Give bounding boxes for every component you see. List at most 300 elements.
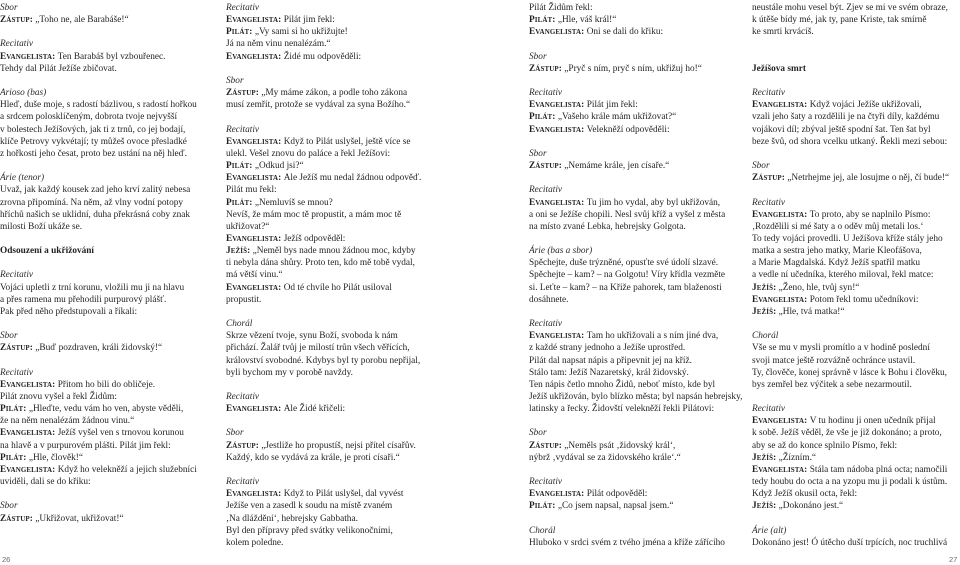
line-text: Ten Barabáš byl vzbouřenec. bbox=[57, 51, 166, 62]
line-text: „Neměls psát ‚židovský král‘, bbox=[564, 440, 676, 451]
line-text: Pilát dal napsat nápis a připevnit jej na kříž. bbox=[529, 355, 692, 366]
movement-label: Recitativ bbox=[529, 477, 563, 488]
speaker-name: Evangelista: bbox=[226, 233, 282, 244]
line-text: z každé strany jednoho a Ježíše uprostřed. bbox=[529, 343, 686, 354]
text-line bbox=[226, 294, 486, 306]
line-text: Pilát odpověděl: bbox=[586, 489, 648, 500]
line-text: V tu hodinu ji onen učedník přijal bbox=[809, 416, 936, 427]
line-text: ti nebyla dána shůry. Proto ten, kdo mě tobě vydal, bbox=[226, 258, 415, 269]
text-line bbox=[226, 525, 486, 537]
text-line bbox=[529, 221, 747, 233]
line-text: ke smrti krvácíš. bbox=[752, 27, 814, 38]
text-line bbox=[752, 464, 958, 476]
speaker-name: Zástup: bbox=[752, 173, 785, 184]
line-text: na hlavě a v purpurovém plášti. Pilát jim řekl: bbox=[0, 440, 171, 451]
text-line bbox=[0, 452, 212, 464]
line-text: hříchů našich se uklidní, duha překrásná coby znak bbox=[0, 209, 191, 220]
text-line bbox=[0, 51, 212, 63]
line-text: si. Leťte – kam? – na Kříže pahorek, tam blaženosti bbox=[529, 282, 722, 293]
speaker-name: Ježíš: bbox=[226, 246, 251, 257]
line-text: svoji matce ještě rozvážně ochránce ustavil. bbox=[752, 355, 916, 366]
text-line bbox=[226, 233, 486, 245]
line-text: „Ukřižovat, ukřižovat!“ bbox=[35, 513, 124, 524]
speaker-name: Evangelista: bbox=[226, 15, 282, 26]
speaker-name: Evangelista: bbox=[752, 464, 808, 475]
text-line bbox=[0, 415, 212, 427]
text-line bbox=[529, 197, 747, 209]
line-text: To tedy vojáci provedli. U Ježíšova kříže stály jeho bbox=[752, 233, 943, 244]
text-line bbox=[226, 269, 486, 281]
line-text: „Ženo, hle, tvůj syn!“ bbox=[778, 282, 860, 293]
text-line bbox=[226, 99, 486, 111]
text-line bbox=[752, 306, 958, 318]
speaker-name: Evangelista: bbox=[529, 489, 585, 500]
speaker-name: Evangelista: bbox=[529, 124, 585, 135]
text-line bbox=[226, 136, 486, 148]
movement-label: Recitativ bbox=[226, 124, 260, 135]
speaker-name: Zástup: bbox=[0, 513, 33, 524]
text-line bbox=[226, 221, 486, 233]
line-text: Pilát jim řekl: bbox=[283, 15, 335, 26]
line-text: „Toho ne, ale Barabáše!“ bbox=[35, 15, 129, 26]
text-line bbox=[752, 488, 958, 500]
line-text: beze švů, od shora vcelku utkaný. Řekli mezi sebou: bbox=[752, 136, 948, 147]
line-text: k sobě. Ježíš věděl, že vše je již dokonáno; a proto, bbox=[752, 428, 942, 439]
text-line bbox=[226, 160, 486, 172]
text-line bbox=[226, 257, 486, 269]
line-text: Když ho velekněží a jejich služebníci bbox=[57, 464, 197, 475]
speaker-name: Pilát: bbox=[226, 197, 253, 208]
text-line bbox=[226, 26, 486, 38]
line-text: Vše se mu v mysli promítlo a v hodině poslední bbox=[752, 343, 930, 354]
line-text: přichází. Žalář tvůj je milostí trůn všech věřících, bbox=[226, 343, 410, 354]
text-line bbox=[0, 391, 212, 403]
movement-block bbox=[752, 87, 958, 148]
text-line bbox=[0, 403, 212, 415]
movement-block bbox=[752, 197, 958, 319]
line-text: Velekněží odpověděli: bbox=[586, 124, 670, 135]
text-line bbox=[529, 500, 747, 512]
line-text: ukřižovat?“ bbox=[226, 221, 270, 232]
line-text: „Hle, váš král!“ bbox=[557, 15, 617, 26]
text-line bbox=[752, 233, 958, 245]
line-text: Židé mu odpověděli: bbox=[283, 51, 362, 62]
text-line bbox=[529, 342, 747, 354]
text-line bbox=[752, 367, 958, 379]
line-text: Ježíš vyšel ven s trnovou korunou bbox=[57, 428, 184, 439]
line-text: zrovna připomíná. Na něm, až vlny vodní potopy bbox=[0, 197, 184, 208]
line-text: bys zemřel bez výčitek a sebe nezarmoutil. bbox=[752, 379, 912, 390]
text-line bbox=[0, 136, 212, 148]
speaker-name: Ježíš: bbox=[752, 282, 777, 293]
movement-label: Chorál bbox=[529, 525, 556, 536]
speaker-name: Evangelista: bbox=[752, 416, 808, 427]
text-line bbox=[529, 2, 747, 14]
speaker-name: Zástup: bbox=[529, 63, 562, 74]
line-text: Dokonáno jest! Ó útěcho duší trpících, noc truchlivá bbox=[752, 537, 948, 548]
movement-label: Recitativ bbox=[226, 392, 260, 402]
section-heading: Odsouzení a ukřižování bbox=[0, 246, 95, 257]
movement-block bbox=[0, 330, 212, 354]
line-text: musí zemřít, protože se vydával za syna Božího.“ bbox=[226, 100, 411, 111]
movement-block bbox=[529, 318, 747, 415]
movement-block bbox=[226, 476, 486, 549]
speaker-name: Evangelista: bbox=[0, 464, 56, 475]
speaker-name: Zástup: bbox=[0, 15, 33, 26]
line-text: „Dokonáno jest.“ bbox=[778, 501, 844, 512]
text-line bbox=[529, 403, 747, 415]
line-text: „Neměl bys nade mnou žádnou moc, kdyby bbox=[252, 246, 416, 257]
line-text: Nevíš, že mám moc tě propustit, a mám moc tě bbox=[226, 209, 402, 220]
text-line bbox=[226, 488, 486, 500]
section-heading-block bbox=[0, 245, 212, 257]
line-text: „Vy sami si ho ukřižujte! bbox=[254, 27, 348, 38]
text-line bbox=[752, 500, 958, 512]
text-line bbox=[0, 282, 212, 294]
text-column-4 bbox=[752, 2, 958, 549]
movement-label: Árie (bas a sbor) bbox=[529, 246, 593, 257]
text-line bbox=[752, 355, 958, 367]
text-line bbox=[226, 403, 486, 415]
movement-label: Recitativ bbox=[752, 404, 786, 415]
speaker-name: Pilát: bbox=[0, 452, 27, 463]
text-line bbox=[752, 14, 958, 26]
line-text: vojákovi díl; zbýval ještě spodní šat. Ten šat byl bbox=[752, 124, 931, 135]
line-text: Od té chvíle ho Pilát usiloval bbox=[283, 282, 392, 293]
speaker-name: Evangelista: bbox=[529, 331, 585, 342]
movement-label: Recitativ bbox=[529, 88, 563, 99]
text-line bbox=[752, 415, 958, 427]
speaker-name: Evangelista: bbox=[226, 282, 282, 293]
line-text: „Hle, člověk!“ bbox=[28, 452, 84, 463]
movement-block bbox=[752, 525, 958, 549]
text-line bbox=[529, 257, 747, 269]
line-text: dosáhnete. bbox=[529, 294, 569, 305]
movement-block bbox=[529, 184, 747, 233]
speaker-name: Evangelista: bbox=[226, 489, 282, 500]
movement-block bbox=[0, 38, 212, 74]
movement-block bbox=[529, 476, 747, 512]
line-text: v bolestech Ježíšových, jak ti z trnů, co jej bodají, bbox=[0, 124, 186, 135]
text-line bbox=[752, 124, 958, 136]
text-line bbox=[0, 124, 212, 136]
page-number-right: 27 bbox=[949, 555, 958, 564]
movement-block bbox=[226, 391, 486, 415]
movement-label: Recitativ bbox=[0, 270, 34, 281]
speaker-name: Evangelista: bbox=[0, 379, 56, 390]
text-line bbox=[226, 355, 486, 367]
movement-block bbox=[0, 2, 212, 26]
text-line bbox=[0, 294, 212, 306]
line-text: kolem poledne. bbox=[226, 537, 284, 548]
line-text: milosti Boží ukáže se. bbox=[0, 221, 83, 232]
line-text: Oni se dali do křiku: bbox=[586, 27, 664, 38]
text-line bbox=[529, 488, 747, 500]
speaker-name: Zástup: bbox=[226, 88, 259, 99]
line-text: klíče Petrovy vykvétají; ty můžeš ovoce přesladké bbox=[0, 136, 187, 147]
text-line bbox=[226, 330, 486, 342]
line-text: ‚Rozdělili si mé šaty a o oděv můj metali los.‘ bbox=[752, 221, 924, 232]
speaker-name: Pilát: bbox=[529, 501, 556, 512]
line-text: „Hle, tvá matka!“ bbox=[778, 306, 845, 317]
speaker-name: Evangelista: bbox=[0, 51, 56, 62]
movement-label: Recitativ bbox=[529, 185, 563, 196]
line-text: Každý, kdo se vydává za krále, je proti císaři.“ bbox=[226, 452, 400, 463]
movement-label: Sbor bbox=[0, 501, 18, 512]
line-text: matka a sestra jeho matky, Marie Kleofášova, bbox=[752, 246, 922, 257]
text-line bbox=[226, 209, 486, 221]
text-column-1 bbox=[0, 2, 212, 525]
line-text: „Co jsem napsal, napsal jsem.“ bbox=[557, 501, 674, 512]
line-text: k útěše bídy mé, jak ty, pane Kriste, tak smírně bbox=[752, 15, 927, 26]
line-text: vzali jeho šaty a rozdělili je na čtyři díly, každému bbox=[752, 112, 940, 123]
movement-label: Sbor bbox=[226, 75, 244, 86]
text-column-2 bbox=[226, 2, 486, 549]
text-line bbox=[0, 209, 212, 221]
movement-label: Sbor bbox=[0, 3, 18, 13]
section-heading-block bbox=[752, 63, 958, 75]
movement-block bbox=[529, 525, 747, 549]
line-text: Pilát Židům řekl: bbox=[529, 3, 593, 13]
text-line bbox=[0, 221, 212, 233]
text-line bbox=[752, 99, 958, 111]
movement-label: Chorál bbox=[752, 331, 779, 342]
movement-label: Recitativ bbox=[529, 319, 563, 330]
text-line bbox=[529, 537, 747, 549]
text-line bbox=[529, 294, 747, 306]
movement-block bbox=[529, 2, 747, 38]
line-text: Když Ježíš okusil octa, řekl: bbox=[752, 489, 858, 500]
line-text: propustit. bbox=[226, 294, 262, 305]
line-text: Tehdy dal Pilát Ježíše zbičovat. bbox=[0, 63, 117, 74]
movement-block bbox=[226, 427, 486, 463]
line-text: „Netrhejme jej, ale losujme o něj, čí bude!“ bbox=[787, 173, 950, 184]
line-text: „Pryč s ním, pryč s ním, ukřižuj ho!“ bbox=[564, 63, 702, 74]
text-line bbox=[752, 2, 958, 14]
text-line bbox=[226, 282, 486, 294]
movement-block bbox=[752, 330, 958, 391]
movement-label: Recitativ bbox=[226, 3, 260, 13]
speaker-name: Evangelista: bbox=[529, 100, 585, 111]
movement-block bbox=[529, 51, 747, 75]
line-text: „Jestliže ho propustíš, nejsi přítel císařův. bbox=[261, 440, 416, 451]
movement-block bbox=[752, 403, 958, 512]
movement-block bbox=[0, 500, 212, 524]
movement-block bbox=[752, 160, 958, 184]
speaker-name: Evangelista: bbox=[226, 173, 282, 184]
movement-label: Recitativ bbox=[0, 39, 34, 50]
movement-label: Recitativ bbox=[752, 197, 786, 208]
line-text: „Žízním.“ bbox=[778, 452, 817, 463]
speaker-name: Evangelista: bbox=[226, 404, 282, 415]
section-heading: Ježíšova smrt bbox=[752, 63, 806, 74]
line-text: Já na něm vinu nenalézám.“ bbox=[226, 39, 331, 50]
movement-label: Sbor bbox=[529, 148, 547, 159]
text-line bbox=[529, 440, 747, 452]
movement-label: Sbor bbox=[226, 428, 244, 439]
text-line bbox=[226, 87, 486, 99]
speaker-name: Evangelista: bbox=[752, 294, 808, 305]
text-line bbox=[529, 99, 747, 111]
line-text: „Nemáme krále, jen císaře.“ bbox=[564, 161, 670, 172]
line-text: Pilát znovu vyšel a řekl Židům: bbox=[0, 392, 117, 402]
text-line bbox=[752, 111, 958, 123]
text-line bbox=[752, 282, 958, 294]
text-line bbox=[0, 379, 212, 391]
text-line bbox=[529, 209, 747, 221]
line-text: Pilát mu řekl: bbox=[226, 185, 277, 196]
movement-label: Recitativ bbox=[0, 367, 34, 378]
speaker-name: Ježíš: bbox=[752, 501, 777, 512]
text-line bbox=[0, 14, 212, 26]
line-text: Přitom ho bili do obličeje. bbox=[57, 379, 156, 390]
line-text: Stálo tam: Ježíš Nazaretský, král židovský. bbox=[529, 367, 689, 378]
text-line bbox=[529, 391, 747, 403]
text-line bbox=[529, 26, 747, 38]
text-line bbox=[752, 136, 958, 148]
line-text: a Marie Magdalská. Když Ježíš spatřil matku bbox=[752, 258, 921, 269]
text-line bbox=[752, 257, 958, 269]
line-text: Tam ho ukřižovali a s ním jiné dva, bbox=[586, 331, 719, 342]
text-line bbox=[226, 367, 486, 379]
movement-label: Sbor bbox=[0, 331, 18, 342]
speaker-name: Evangelista: bbox=[752, 100, 808, 111]
movement-label: Sbor bbox=[529, 51, 547, 62]
movement-label: Chorál bbox=[226, 319, 253, 330]
speaker-name: Pilát: bbox=[0, 404, 27, 415]
line-text: „Odkud jsi?“ bbox=[254, 161, 304, 172]
text-line bbox=[226, 342, 486, 354]
movement-label: Recitativ bbox=[226, 477, 260, 488]
text-line bbox=[529, 124, 747, 136]
line-text: „Hleďte, vedu vám ho ven, abyste věděli, bbox=[28, 404, 184, 415]
text-line bbox=[752, 427, 958, 439]
line-text: Vojáci upletli z trní korunu, vložili mu ji na hlavu bbox=[0, 282, 185, 293]
text-line bbox=[752, 221, 958, 233]
movement-block bbox=[226, 318, 486, 379]
text-line bbox=[0, 63, 212, 75]
page-number-left: 26 bbox=[2, 555, 11, 564]
line-text: „Nemluvíš se mnou? bbox=[254, 197, 333, 208]
speaker-name: Pilát: bbox=[226, 161, 253, 172]
text-line bbox=[0, 464, 212, 476]
line-text: že na něm nenalézám žádnou vinu.“ bbox=[0, 416, 135, 427]
text-line bbox=[752, 269, 958, 281]
movement-block bbox=[226, 75, 486, 111]
line-text: Byl den přípravy před svátky velikonočními, bbox=[226, 525, 393, 536]
text-line bbox=[226, 500, 486, 512]
speaker-name: Evangelista: bbox=[0, 428, 56, 439]
line-text: a oni se Ježíše chopili. Nesl svůj kříž a vyšel z města bbox=[529, 209, 726, 220]
text-line bbox=[752, 172, 958, 184]
movement-label: Sbor bbox=[752, 161, 770, 172]
line-text: Spěchejte, duše trýzněné, opusťte své údolí slzavé. bbox=[529, 258, 719, 269]
text-line bbox=[226, 513, 486, 525]
text-line bbox=[529, 111, 747, 123]
text-line bbox=[752, 452, 958, 464]
text-line bbox=[0, 111, 212, 123]
line-text: uviděli, dali se do křiku: bbox=[0, 477, 91, 488]
text-line bbox=[226, 440, 486, 452]
line-text: Ale Ježíš mu nedal žádnou odpověď. bbox=[283, 173, 422, 184]
speaker-name: Evangelista: bbox=[226, 51, 282, 62]
line-text: Hleď, duše moje, s radostí bázlivou, s radostí hořkou bbox=[0, 100, 197, 111]
movement-block bbox=[0, 172, 212, 233]
speaker-name: Pilát: bbox=[226, 27, 253, 38]
speaker-name: Zástup: bbox=[529, 440, 562, 451]
line-text: ulekl. Vešel znovu do paláce a řekl Ježíšovi: bbox=[226, 148, 391, 159]
text-line bbox=[752, 209, 958, 221]
text-line bbox=[0, 342, 212, 354]
text-line bbox=[752, 342, 958, 354]
line-text: „Buď pozdraven, králi židovský!“ bbox=[35, 343, 163, 354]
movement-block bbox=[529, 245, 747, 306]
movement-label: Árie (alt) bbox=[752, 525, 787, 536]
text-line bbox=[752, 476, 958, 488]
text-line bbox=[529, 379, 747, 391]
text-line bbox=[529, 63, 747, 75]
movement-block bbox=[529, 87, 747, 136]
text-line bbox=[226, 172, 486, 184]
movement-block bbox=[752, 2, 958, 38]
text-line bbox=[752, 379, 958, 391]
movement-block bbox=[529, 427, 747, 463]
movement-block bbox=[226, 124, 486, 306]
movement-block bbox=[0, 367, 212, 489]
line-text: tedy houbu do octa a na yzopu mu ji podali k ústům. bbox=[752, 477, 948, 488]
movement-block bbox=[0, 87, 212, 160]
text-line bbox=[529, 355, 747, 367]
text-line bbox=[529, 367, 747, 379]
movement-label: Recitativ bbox=[752, 88, 786, 99]
movement-block bbox=[529, 148, 747, 172]
text-line bbox=[226, 51, 486, 63]
speaker-name: Pilát: bbox=[529, 112, 556, 123]
line-text: Hluboko v srdci svém z tvého jména a kříže zářícího bbox=[529, 537, 725, 548]
line-text: latinsky a řecky. Židovští velekněží řekli Pilátovi: bbox=[529, 404, 715, 415]
text-line bbox=[0, 306, 212, 318]
speaker-name: Ježíš: bbox=[752, 452, 777, 463]
speaker-name: Evangelista: bbox=[529, 27, 585, 38]
text-line bbox=[0, 427, 212, 439]
text-line bbox=[529, 269, 747, 281]
text-line bbox=[752, 26, 958, 38]
text-line bbox=[752, 440, 958, 452]
text-line bbox=[0, 440, 212, 452]
movement-label: Arioso (bas) bbox=[0, 88, 47, 99]
line-text: a srdcem polosklíčeným, dobrota tvoje nejvyšší bbox=[0, 112, 178, 123]
line-text: nýbrž ‚vydával se za židovského krále‘.“ bbox=[529, 452, 681, 463]
line-text: Ty, člověče, konej správně v lásce k Bohu i člověku, bbox=[752, 367, 947, 378]
text-line bbox=[226, 14, 486, 26]
line-text: a přes ramena mu přehodili purpurový plášť. bbox=[0, 294, 167, 305]
text-line bbox=[0, 184, 212, 196]
text-line bbox=[529, 14, 747, 26]
text-line bbox=[529, 282, 747, 294]
speaker-name: Evangelista: bbox=[226, 136, 282, 147]
text-line bbox=[0, 197, 212, 209]
line-text: Ježíš odpověděl: bbox=[283, 233, 346, 244]
speaker-name: Zástup: bbox=[0, 343, 33, 354]
movement-block bbox=[226, 2, 486, 63]
text-line bbox=[226, 452, 486, 464]
line-text: „My máme zákon, a podle toho zákona bbox=[261, 88, 408, 99]
text-line bbox=[529, 160, 747, 172]
line-text: má větší vinu.“ bbox=[226, 270, 283, 281]
line-text: Uvaž, jak každý kousek zad jeho krví zalitý nebesa bbox=[0, 185, 191, 196]
text-line bbox=[226, 537, 486, 549]
text-line bbox=[0, 148, 212, 160]
